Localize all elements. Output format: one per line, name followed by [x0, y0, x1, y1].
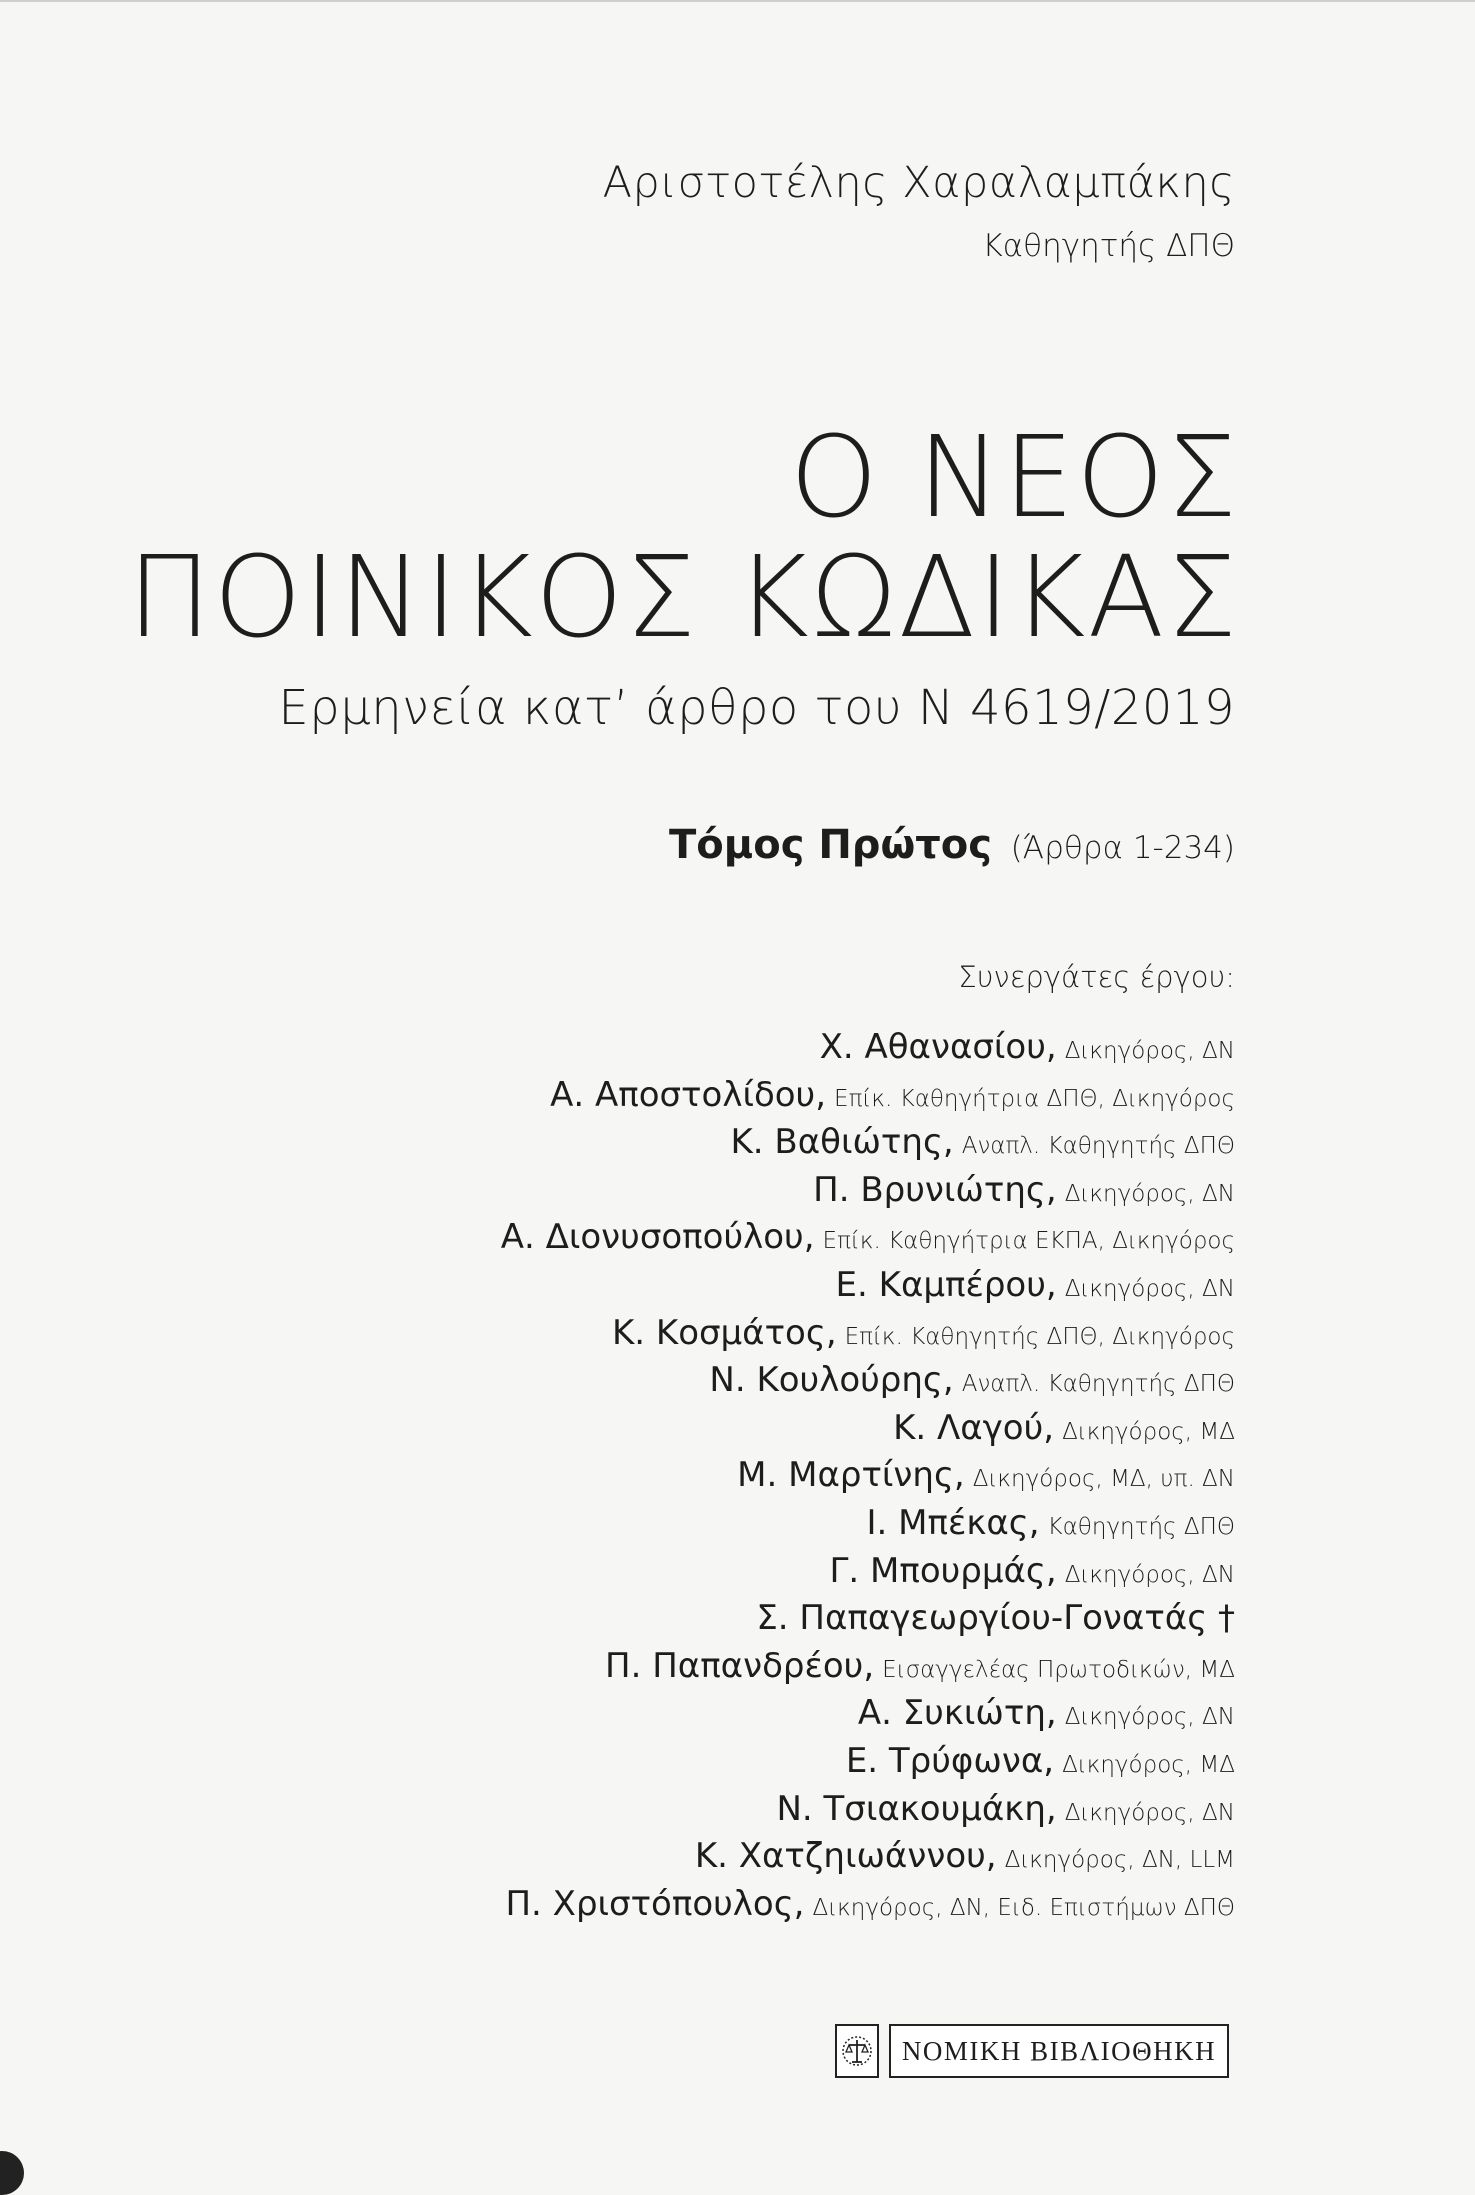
collaborator-separator: ,	[1028, 1502, 1040, 1543]
collaborator-description: Δικηγόρος, ΔΝ	[1064, 1561, 1235, 1588]
collaborator-separator: ,	[1043, 1740, 1055, 1781]
collaborator-item	[501, 1072, 1235, 1120]
collaborator-separator: ,	[1045, 1693, 1057, 1734]
volume-label: Τόμος Πρώτος	[669, 822, 992, 868]
collaborator-description: Επίκ. Καθηγήτρια ΕΚΠΑ, Δικηγόρος	[822, 1228, 1235, 1255]
collaborator-name: Π. Χριστόπουλος	[505, 1883, 794, 1924]
collaborator-description: Δικηγόρος, ΔΝ	[1064, 1704, 1235, 1731]
collaborator-name: Χ. Αθανασίου	[819, 1027, 1046, 1067]
collaborator-description: Δικηγόρος, ΜΔ	[1062, 1418, 1235, 1445]
collaborator-separator: ,	[942, 1122, 954, 1163]
collaborator-name: Ι. Μπέκας	[866, 1502, 1029, 1543]
collaborator-separator: ,	[825, 1312, 837, 1353]
collaborator-name: Μ. Μαρτίνης	[737, 1455, 954, 1496]
collaborator-item	[501, 1024, 1235, 1072]
book-title-line-1: Ο ΝΕΟΣ	[789, 413, 1239, 543]
volume-info	[669, 822, 1235, 868]
collaborator-description: Δικηγόρος, ΔΝ	[1064, 1799, 1235, 1826]
collaborator-separator: ,	[815, 1074, 827, 1115]
collaborator-separator: ,	[1043, 1407, 1055, 1448]
collaborator-item	[501, 1357, 1235, 1405]
collaborator-separator: ,	[985, 1836, 997, 1877]
publisher-name: ΝΟΜΙΚΗ ΒΙΒΛΙΟΘΗΚΗ	[889, 2024, 1229, 2078]
collaborator-item	[501, 1833, 1235, 1881]
collaborator-separator: ,	[942, 1360, 954, 1401]
collaborator-description: Επίκ. Καθηγήτρια ΔΠΘ, Δικηγόρος	[834, 1085, 1235, 1112]
collaborator-separator: ,	[1045, 1788, 1057, 1829]
collaborator-item	[501, 1452, 1235, 1500]
collaborator-description: Δικηγόρος, ΔΝ, LLM	[1004, 1847, 1235, 1874]
collaborator-item	[501, 1262, 1235, 1310]
collaborator-item	[501, 1738, 1235, 1786]
collaborator-name: Π. Βρυνιώτης	[813, 1169, 1046, 1210]
collaborators-list	[501, 1024, 1235, 1928]
collaborator-item	[501, 1310, 1235, 1358]
author-role: Καθηγητής ΔΠΘ	[982, 228, 1235, 264]
collaborator-description: Δικηγόρος, ΔΝ	[1064, 1038, 1235, 1064]
collaborator-description: Καθηγητής ΔΠΘ	[1047, 1513, 1235, 1540]
collaborator-name: Ε. Τρύφωνα	[845, 1740, 1044, 1781]
collaborator-description: Δικηγόρος, ΔΝ	[1064, 1275, 1235, 1302]
scales-of-justice-icon	[835, 2024, 879, 2078]
collaborator-separator: ,	[1045, 1169, 1057, 1210]
collaborator-separator: ,	[793, 1883, 805, 1924]
collaborator-name: Σ. Παπαγεωργίου-Γονατάς †	[756, 1598, 1235, 1639]
collaborator-separator: ,	[1045, 1264, 1057, 1305]
collaborator-description: Δικηγόρος, ΜΔ	[1062, 1751, 1235, 1778]
collaborator-name: Γ. Μπουρμάς	[829, 1550, 1046, 1591]
collaborator-name: Κ. Λαγού	[893, 1407, 1044, 1448]
collaborator-item	[501, 1500, 1235, 1548]
collaborator-separator: ,	[953, 1455, 965, 1496]
collaborator-description: Αναπλ. Καθηγητής ΔΠΘ	[961, 1371, 1235, 1398]
collaborator-item	[501, 1405, 1235, 1453]
collaborator-description: Δικηγόρος, ΜΔ, υπ. ΔΝ	[972, 1466, 1235, 1493]
collaborator-separator: ,	[1045, 1550, 1057, 1591]
collaborator-item	[501, 1643, 1235, 1691]
collaborator-item	[501, 1167, 1235, 1215]
collaborator-item	[501, 1595, 1235, 1643]
collaborators-heading: Συνεργάτες έργου:	[958, 960, 1235, 994]
book-subtitle: Ερμηνεία κατ’ άρθρο του Ν 4619/2019	[278, 680, 1235, 736]
collaborator-name: Ε. Καμπέρου	[835, 1264, 1046, 1305]
collaborator-item	[501, 1548, 1235, 1596]
collaborator-name: Ν. Τσιακουμάκη	[776, 1788, 1046, 1829]
collaborator-name: Κ. Χατζηιωάννου	[694, 1836, 986, 1877]
collaborator-item	[501, 1119, 1235, 1167]
collaborator-name: Ν. Κουλούρης	[709, 1360, 943, 1401]
collaborator-item	[501, 1214, 1235, 1262]
publisher-imprint	[835, 2024, 1229, 2078]
top-edge-rule	[0, 0, 1475, 2]
collaborator-item	[501, 1690, 1235, 1738]
collaborator-name: Κ. Βαθιώτης	[730, 1122, 943, 1163]
author-name: Αριστοτέλης Χαραλαμπάκης	[602, 158, 1235, 208]
collaborator-separator: ,	[1045, 1027, 1057, 1067]
collaborator-separator: ,	[863, 1645, 875, 1686]
collaborator-item	[501, 1881, 1235, 1929]
page-corner-shadow	[0, 2151, 24, 2195]
volume-range: (Άρθρα 1-234)	[1010, 830, 1235, 866]
collaborator-name: Α. Συκιώτη	[857, 1693, 1046, 1734]
collaborator-description: Δικηγόρος, ΔΝ, Ειδ. Επιστήμων ΔΠΘ	[812, 1894, 1235, 1921]
collaborator-description: Αναπλ. Καθηγητής ΔΠΘ	[961, 1133, 1235, 1160]
collaborator-separator: ,	[803, 1217, 815, 1258]
collaborator-description: Επίκ. Καθηγητής ΔΠΘ, Δικηγόρος	[844, 1323, 1235, 1350]
collaborator-name: Α. Διονυσοπούλου	[500, 1217, 804, 1258]
collaborator-description: Εισαγγελέας Πρωτοδικών, ΜΔ	[882, 1656, 1235, 1683]
collaborator-name: Π. Παπανδρέου	[605, 1645, 864, 1686]
collaborator-name: Α. Αποστολίδου	[550, 1074, 816, 1115]
book-title-line-2: ΠΟΙΝΙΚΟΣ ΚΩΔΙΚΑΣ	[127, 533, 1239, 663]
collaborator-item	[501, 1786, 1235, 1834]
collaborator-name: Κ. Κοσμάτος	[611, 1312, 826, 1353]
collaborator-description: Δικηγόρος, ΔΝ	[1064, 1180, 1235, 1207]
